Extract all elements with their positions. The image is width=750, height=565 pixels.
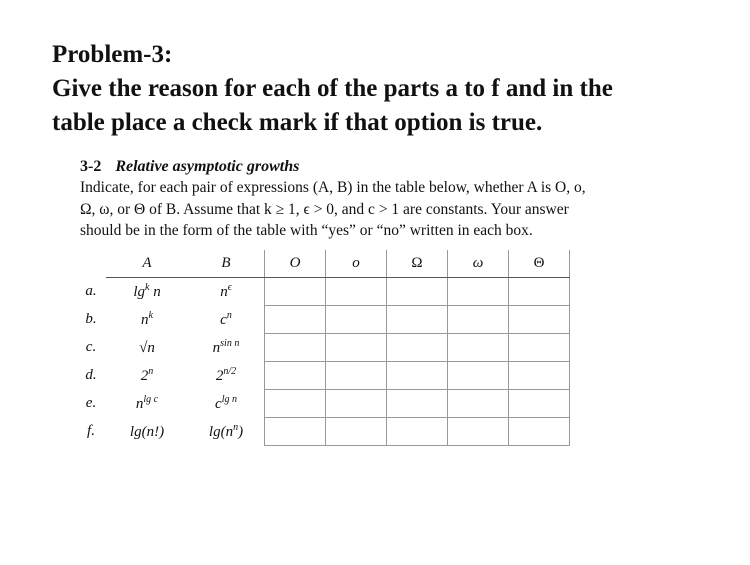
expr-b: $c^{lg n}$ (215, 394, 237, 412)
expr-a: 2$^n$ (140, 366, 154, 384)
answer-cell[interactable] (387, 418, 448, 446)
answer-cell[interactable] (448, 362, 509, 390)
expr-b: $2^{n/2}$ (215, 366, 237, 384)
answer-cell[interactable] (509, 278, 570, 306)
instruction-line-1: Give the reason for each of the parts a to f and in the (52, 75, 613, 102)
answer-cell[interactable] (448, 390, 509, 418)
expr-a: √n (139, 340, 155, 356)
answer-cell[interactable] (326, 390, 387, 418)
table-header-row (76, 250, 570, 278)
expr-a: $n^k$ (141, 310, 153, 328)
exercise-title (80, 158, 720, 176)
expr-a: $\lg^k n$ (133, 282, 161, 301)
answer-cell[interactable] (509, 306, 570, 334)
row-label: e. (85, 395, 97, 411)
answer-cell[interactable] (448, 306, 509, 334)
expr-b: $n^\epsilon$ (220, 282, 232, 301)
exercise-text-3: should be in the form of the table with “yes” or “no” written in each box. (80, 222, 533, 239)
answer-cell[interactable] (265, 306, 326, 334)
problem-header (52, 38, 742, 140)
row-label: f. (87, 423, 95, 439)
expr-a: $n^{lg c}$ (135, 394, 159, 412)
header-big-o: O (265, 250, 326, 278)
row-label: c. (85, 339, 97, 355)
header-big-omega: Ω (387, 250, 448, 278)
exercise-number: 3-2 (80, 158, 102, 175)
answer-cell[interactable] (387, 306, 448, 334)
exercise-name: Relative asymptotic growths (115, 158, 300, 175)
answer-cell[interactable] (265, 390, 326, 418)
exercise-text-1: Indicate, for each pair of expressions (A, B) in the table below, whether A is O, o, (80, 179, 586, 196)
answer-cell[interactable] (265, 418, 326, 446)
table-row (76, 418, 570, 446)
expr-b: $c^n$ (220, 310, 232, 328)
answer-cell[interactable] (326, 362, 387, 390)
header-theta: Θ (509, 250, 570, 278)
exercise-text-2: Ω, ω, or Θ of B. Assume that k ≥ 1, ϵ > 0, and c > 1 are constants. Your answer (80, 200, 569, 218)
instruction-line-2: table place a check mark if that option is true. (52, 109, 543, 136)
row-label: a. (85, 283, 97, 299)
answer-cell[interactable] (387, 362, 448, 390)
asymptotic-table (76, 250, 570, 446)
table-row (76, 362, 570, 390)
table-row (76, 390, 570, 418)
header-little-o: o (326, 250, 387, 278)
answer-cell[interactable] (448, 418, 509, 446)
answer-cell[interactable] (326, 418, 387, 446)
answer-cell[interactable] (387, 278, 448, 306)
header-blank (76, 250, 106, 278)
header-a: A (106, 250, 188, 278)
expr-b: $\lg(n^n)$ (208, 422, 244, 440)
answer-cell[interactable] (326, 334, 387, 362)
answer-cell[interactable] (265, 278, 326, 306)
answer-cell[interactable] (509, 334, 570, 362)
answer-cell[interactable] (509, 390, 570, 418)
expr-b: $n^{sin n}$ (212, 338, 240, 356)
answer-cell[interactable] (326, 306, 387, 334)
row-label: d. (85, 367, 97, 383)
table-row (76, 278, 570, 306)
table-row (76, 334, 570, 362)
table-row (76, 306, 570, 334)
answer-cell[interactable] (509, 362, 570, 390)
answer-cell[interactable] (265, 362, 326, 390)
answer-cell[interactable] (448, 334, 509, 362)
problem-heading: Problem-3: (52, 41, 173, 68)
answer-cell[interactable] (448, 278, 509, 306)
header-b: B (188, 250, 265, 278)
answer-cell[interactable] (387, 390, 448, 418)
answer-cell[interactable] (265, 334, 326, 362)
answer-cell[interactable] (387, 334, 448, 362)
textbook-excerpt (80, 158, 720, 242)
answer-cell[interactable] (326, 278, 387, 306)
row-label: b. (85, 311, 97, 327)
expr-a: lg(n!) (129, 424, 165, 440)
answer-cell[interactable] (509, 418, 570, 446)
header-little-omega: ω (448, 250, 509, 278)
